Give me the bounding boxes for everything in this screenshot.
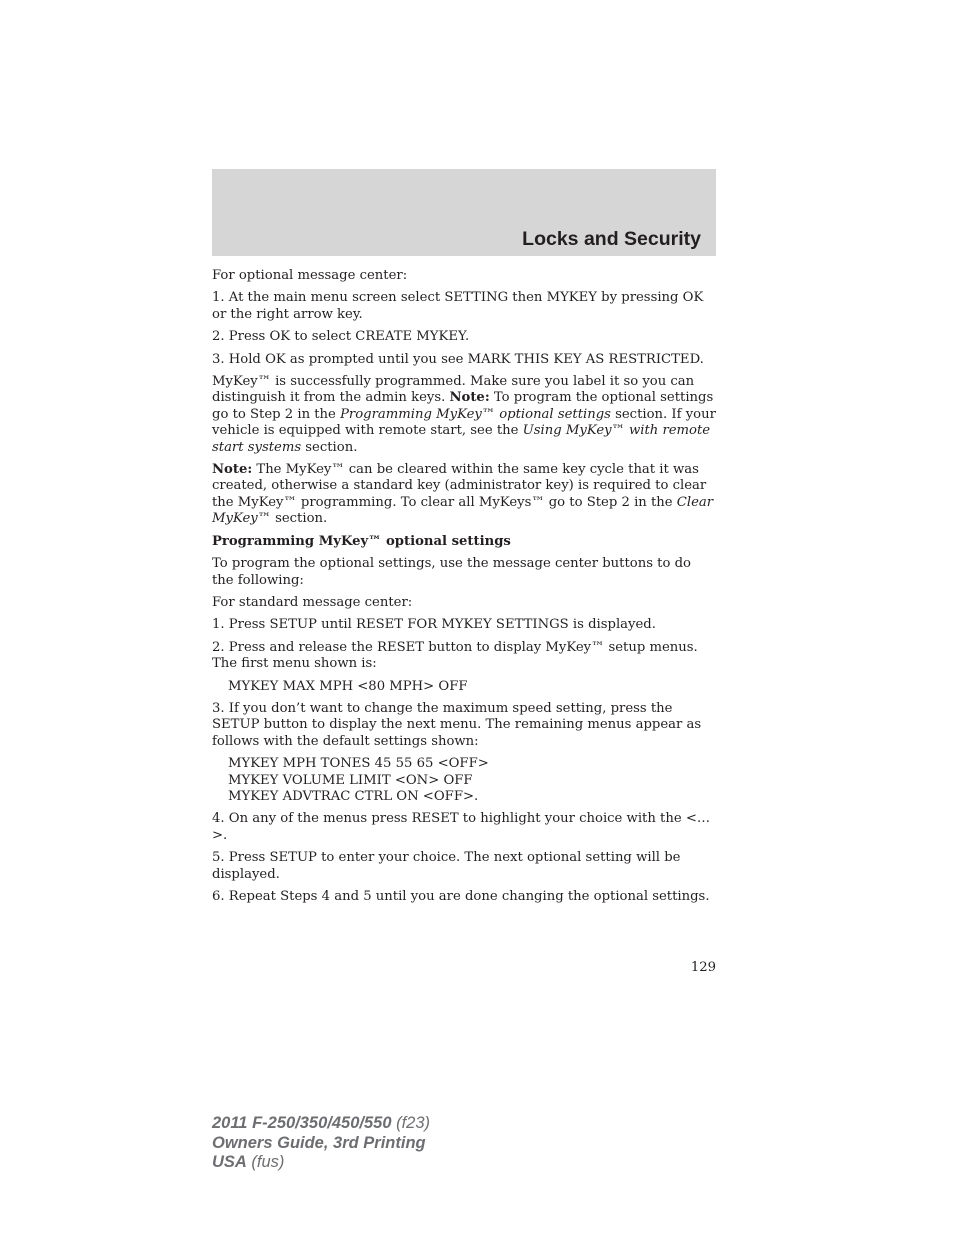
step-3: 3. If you don’t want to change the maximum speed setting, press the SETUP button to display the next menu. The remaining menus appear as follows with the default settings shown:	[212, 700, 702, 749]
step-2: 2. Press and release the RESET button to display MyKey™ setup menus. The first menu shown is:	[212, 639, 698, 672]
cross-reference: Programming MyKey™ optional settings	[340, 406, 611, 422]
paragraph: To program the optional settings, use the message center buttons to do the following:	[212, 556, 691, 588]
subheading: Programming MyKey™ optional settings	[212, 533, 511, 549]
page-number: 129	[690, 960, 716, 975]
note-label: Note:	[449, 390, 490, 406]
step-4: 4. On any of the menus press RESET to highlight your choice with the <…>.	[212, 811, 711, 843]
paragraph: For optional message center:	[212, 268, 408, 283]
note-label: Note:	[212, 462, 253, 478]
paragraph-programmed: MyKey™ is successfully programmed. Make sure you label it so you can distinguish it from the admin keys. Note: To program the optional settings go to Step 2 in the Programming MyKey™ optional settings section. If your vehicle is equipped with remote start, see the Using MyKey™ with remote start systems section.	[212, 374, 716, 455]
footer-line: Owners Guide, 3rd Printing	[212, 1133, 426, 1152]
section-title: Locks and Security	[522, 228, 701, 250]
step-5: 5. Press SETUP to enter your choice. The next optional setting will be displayed.	[212, 850, 681, 882]
menu-list	[212, 756, 716, 805]
step-2: 2. Press OK to select CREATE MYKEY.	[212, 329, 470, 345]
document-footer	[212, 1114, 430, 1173]
paragraph-note: Note: The MyKey™ can be cleared within the same key cycle that it was created, otherwise a standard key (administrator key) is required to clear the MyKey™ programming. To clear all MyKeys™ go to Step 2 in the Clear MyKey™ section.	[212, 462, 714, 527]
menu-display-text: MYKEY VOLUME LIMIT <ON> OFF	[228, 772, 473, 788]
body-text	[212, 268, 716, 911]
step-6: 6. Repeat Steps 4 and 5 until you are done changing the optional settings.	[212, 889, 710, 904]
cross-reference: Clear MyKey	[212, 494, 714, 527]
step-1: 1. At the main menu screen select SETTING then MYKEY by pressing OK or the right arrow key.	[212, 290, 704, 322]
menu-display-text: MYKEY ADVTRAC CTRL ON <OFF>.	[228, 788, 479, 804]
paragraph: For standard message center:	[212, 594, 413, 610]
menu-display-text: MYKEY MPH TONES 45 55 65 <OFF>	[228, 756, 489, 772]
step-1: 1. Press SETUP until RESET FOR MYKEY SETTINGS is displayed.	[212, 617, 656, 633]
footer-line: USA (fus)	[212, 1153, 285, 1171]
footer-line: 2011 F-250/350/450/550 (f23)	[212, 1114, 431, 1132]
cross-reference: Using MyKey™ with remote start systems	[212, 423, 711, 455]
menu-display-text: MYKEY MAX MPH <80 MPH> OFF	[228, 678, 468, 694]
section-header-bar	[212, 169, 716, 256]
step-3: 3. Hold OK as prompted until you see MARK THIS KEY AS RESTRICTED.	[212, 351, 704, 367]
